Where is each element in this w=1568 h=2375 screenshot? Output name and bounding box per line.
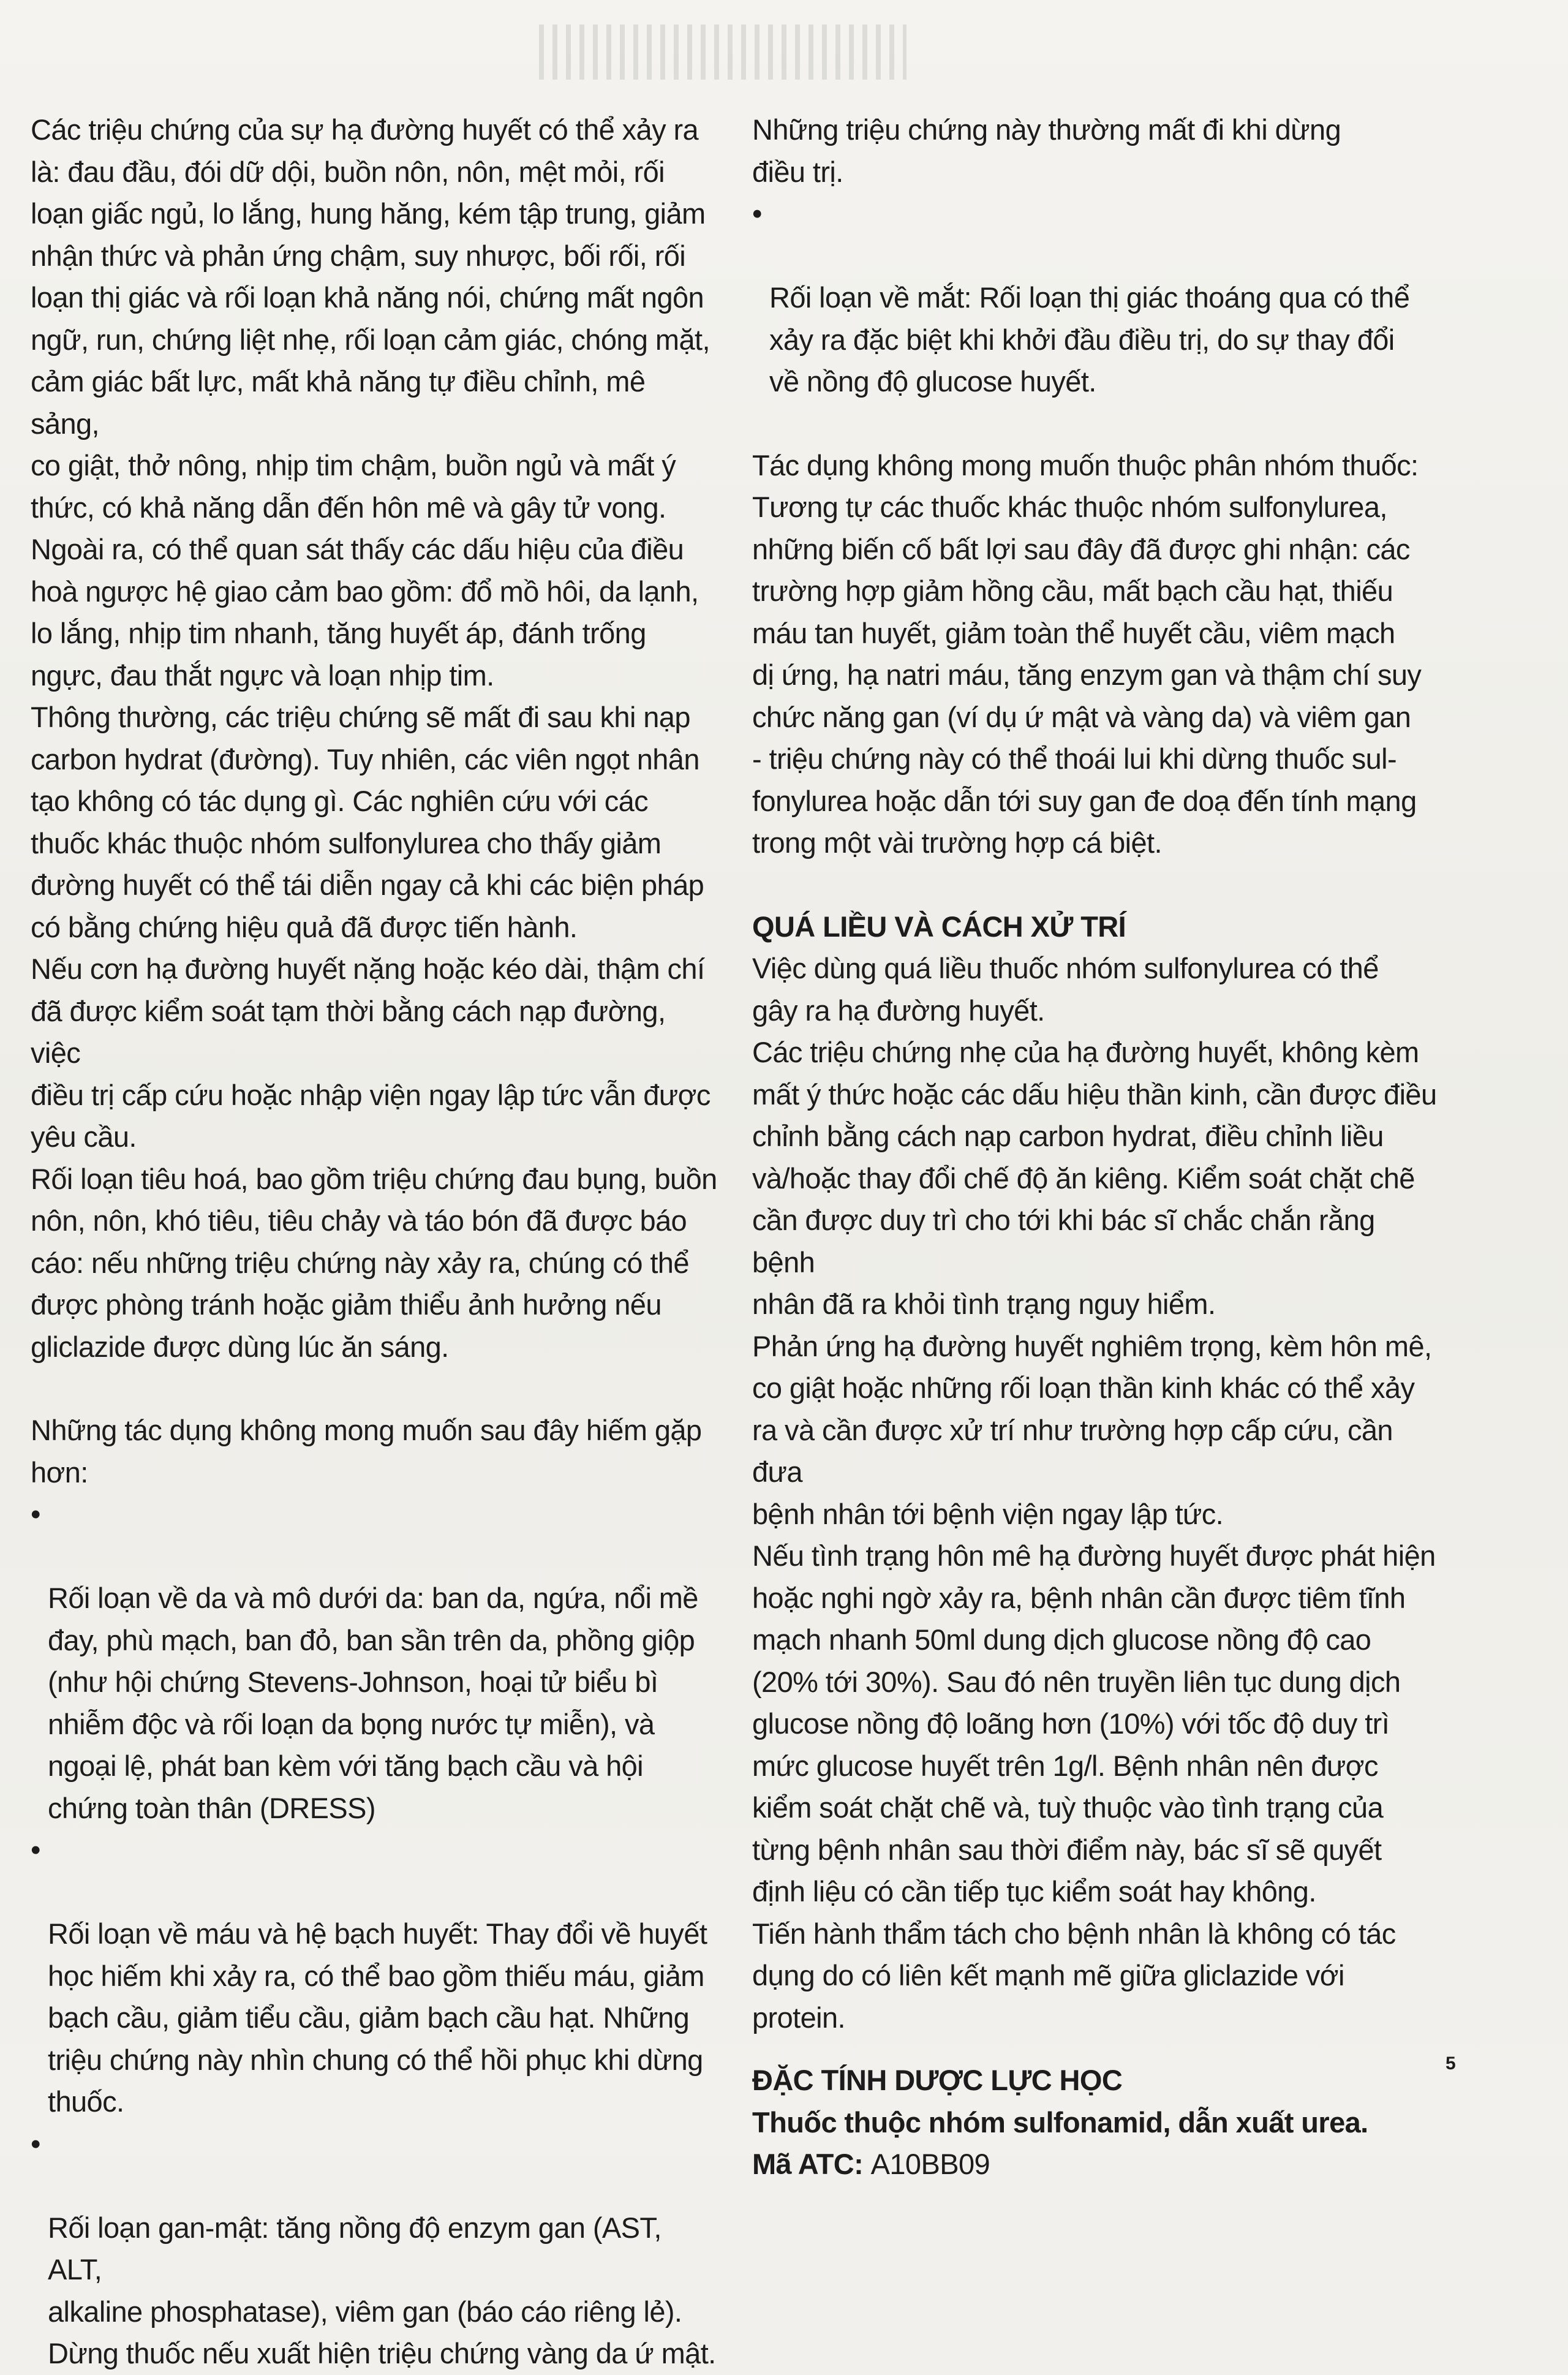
mild-symptoms-paragraph: Các triệu chứng nhẹ của hạ đường huyết, không kèm mất ý thức hoặc các dấu hiệu thần kinh, cần được điều chỉnh bằng cách nạp carbon hydrat, điều chỉnh liều và/hoặc thay đổi chế độ ăn kiêng. Kiểm soát chặt chẽ cần được duy trì cho tới khi bác sĩ chắc chắn rằng bệnh nhân đã ra khỏi tình trạng nguy hiểm.	[752, 1036, 1437, 1320]
gastrointestinal-disorders-paragraph: Rối loạn tiêu hoá, bao gồm triệu chứng đau bụng, buồn nôn, nôn, khó tiêu, tiêu chảy và táo bón đã được báo cáo: nếu những triệu chứng này xảy ra, chúng có thể được phòng tránh hoặc giảm thiểu ảnh hưởng nếu gliclazide được dùng lúc ăn sáng.	[31, 1162, 717, 1363]
list-item	[31, 1493, 720, 1829]
dialysis-paragraph: Tiến hành thẩm tách cho bệnh nhân là không có tác dụng do có liên kết mạnh mẽ giữa gliclazide với protein.	[752, 1917, 1396, 2034]
faint-show-through-barcode	[539, 25, 907, 80]
hepatobiliary-disorders-item: Rối loạn gan-mật: tăng nồng độ enzym gan (AST, ALT, alkaline phosphatase), viêm gan (báo cáo riêng lẻ). Dừng thuốc nếu xuất hiện triệu chứng vàng da ứ mật.	[48, 2211, 716, 2369]
class-effects-paragraph: Tác dụng không mong muốn thuộc phân nhóm thuốc: Tương tự các thuốc khác thuộc nhóm sulfonylurea, những biến cố bất lợi sau đây đã được ghi nhận: các trường hợp giảm hồng cầu, mất bạch cầu hạt, thiếu máu tan huyết, giảm toàn thể huyết cầu, viêm mạch dị ứng, hạ natri máu, tăng enzym gan và thậm chí suy chức năng gan (ví dụ ứ mật và vàng da) và viêm gan - triệu chứng này có thể thoái lui khi dừng thuốc sul- fonylurea hoặc dẫn tới suy gan đe doạ đến tính mạng trong một vài trường hợp cá biệt.	[752, 448, 1422, 859]
severe-reactions-paragraph: Phản ứng hạ đường huyết nghiêm trọng, kèm hôn mê, co giật hoặc những rối loạn thần kinh khác có thể xảy ra và cần được xử trí như trường hợp cấp cứu, cần đưa bệnh nhân tới bệnh viện ngay lập tức.	[752, 1329, 1432, 1530]
list-item	[31, 1829, 720, 2123]
blood-disorders-item: Rối loạn về máu và hệ bạch huyết: Thay đổi về huyết học hiếm khi xảy ra, có thể bao gồm thiếu máu, giảm bạch cầu, giảm tiểu cầu, giảm bạch cầu hạt. Những triệu chứng này nhìn chung có thể hồi phục khi dừng thuốc.	[48, 1917, 707, 2118]
page-number: 5	[1446, 2053, 1456, 2074]
hypoglycemia-symptoms-paragraph: Các triệu chứng của sự hạ đường huyết có thể xảy ra là: đau đầu, đói dữ dội, buồn nôn, nôn, mệt mỏi, rối loạn giấc ngủ, lo lắng, hung hăng, kém tập trung, giảm nhận thức và phản ứng chậm, suy nhược, bối rối, rối loạn thị giác và rối loạn khả năng nói, chứng mất ngôn ngữ, run, chứng liệt nhẹ, rối loạn cảm giác, chóng mặt, cảm giác bất lực, mất khả năng tự điều chỉnh, mê sảng, co giật, thở nông, nhịp tim chậm, buồn ngủ và mất ý thức, có khả năng dẫn đến hôn mê và gây tử vong.	[31, 113, 710, 524]
overdose-intro-paragraph: Việc dùng quá liều thuốc nhóm sulfonylurea có thể gây ra hạ đường huyết.	[752, 952, 1379, 1027]
list-item	[31, 2123, 720, 2375]
bullet-icon: •	[31, 1498, 40, 1530]
atc-line	[752, 2143, 1441, 2186]
eye-disorders-item: Rối loạn về mắt: Rối loạn thị giác thoáng qua có thể xảy ra đặc biệt khi khởi đầu điều trị, do sự thay đổi về nồng độ glucose huyết.	[769, 281, 1410, 398]
bullet-icon: •	[752, 197, 762, 230]
bullet-icon: •	[31, 2127, 40, 2160]
drug-class-line: Thuốc thuộc nhóm sulfonamid, dẫn xuất urea.	[752, 2105, 1368, 2139]
symptoms-disappear-paragraph: Những triệu chứng này thường mất đi khi dừng điều trị.	[752, 113, 1341, 188]
skin-disorders-item: Rối loạn về da và mô dưới da: ban da, ngứa, nổi mề đay, phù mạch, ban đỏ, ban sần trên da, phồng giộp (như hội chứng Stevens-Johnson, hoại tử biểu bì nhiễm độc và rối loạn da bọng nước tự miễn), và ngoại lệ, phát ban kèm với tăng bạch cầu và hội chứng toàn thân (DRESS)	[48, 1582, 698, 1824]
right-column	[752, 109, 1441, 2186]
bullet-icon: •	[31, 1833, 40, 1866]
list-item	[752, 193, 1441, 403]
atc-label: Mã ATC:	[752, 2148, 864, 2180]
pharmacodynamics-heading: ĐẶC TÍNH DƯỢC LỰC HỌC	[752, 2064, 1123, 2096]
carbohydrate-intake-paragraph: Thông thường, các triệu chứng sẽ mất đi sau khi nạp carbon hydrat (đường). Tuy nhiên, các viên ngọt nhân tạo không có tác dụng gì. Các nghiên cứu với các thuốc khác thuộc nhóm sulfonylurea cho thấy giảm đường huyết có thể tái diễn ngay cả khi các biện pháp có bằng chứng hiệu quả đã được tiến hành.	[31, 701, 704, 943]
atc-code: A10BB09	[870, 2148, 990, 2180]
severe-hypoglycemia-paragraph: Nếu cơn hạ đường huyết nặng hoặc kéo dài, thậm chí đã được kiểm soát tạm thời bằng cách nạp đường, việc điều trị cấp cứu hoặc nhập viện ngay lập tức vẫn được yêu cầu.	[31, 953, 710, 1153]
overdose-heading: QUÁ LIỀU VÀ CÁCH XỬ TRÍ	[752, 910, 1126, 943]
adrenergic-signs-paragraph: Ngoài ra, có thể quan sát thấy các dấu hiệu của điều hoà ngược hệ giao cảm bao gồm: đổ mồ hôi, da lạnh, lo lắng, nhịp tim nhanh, tăng huyết áp, đánh trống ngực, đau thắt ngực và loạn nhịp tim.	[31, 533, 699, 692]
coma-treatment-paragraph: Nếu tình trạng hôn mê hạ đường huyết được phát hiện hoặc nghi ngờ xảy ra, bệnh nhân cần được tiêm tĩnh mạch nhanh 50ml dung dịch glucose nồng độ cao (20% tới 30%). Sau đó nên truyền liên tục dung dịch glucose nồng độ loãng hơn (10%) với tốc độ duy trì mức glucose huyết trên 1g/l. Bệnh nhân nên được kiểm soát chặt chẽ và, tuỳ thuộc vào tình trạng của từng bệnh nhân sau thời điểm này, bác sĩ sẽ quyết định liệu có cần tiếp tục kiểm soát hay không.	[752, 1539, 1436, 1908]
left-column	[31, 109, 720, 2375]
rare-effects-intro: Những tác dụng không mong muốn sau đây hiếm gặp hơn:	[31, 1414, 702, 1489]
